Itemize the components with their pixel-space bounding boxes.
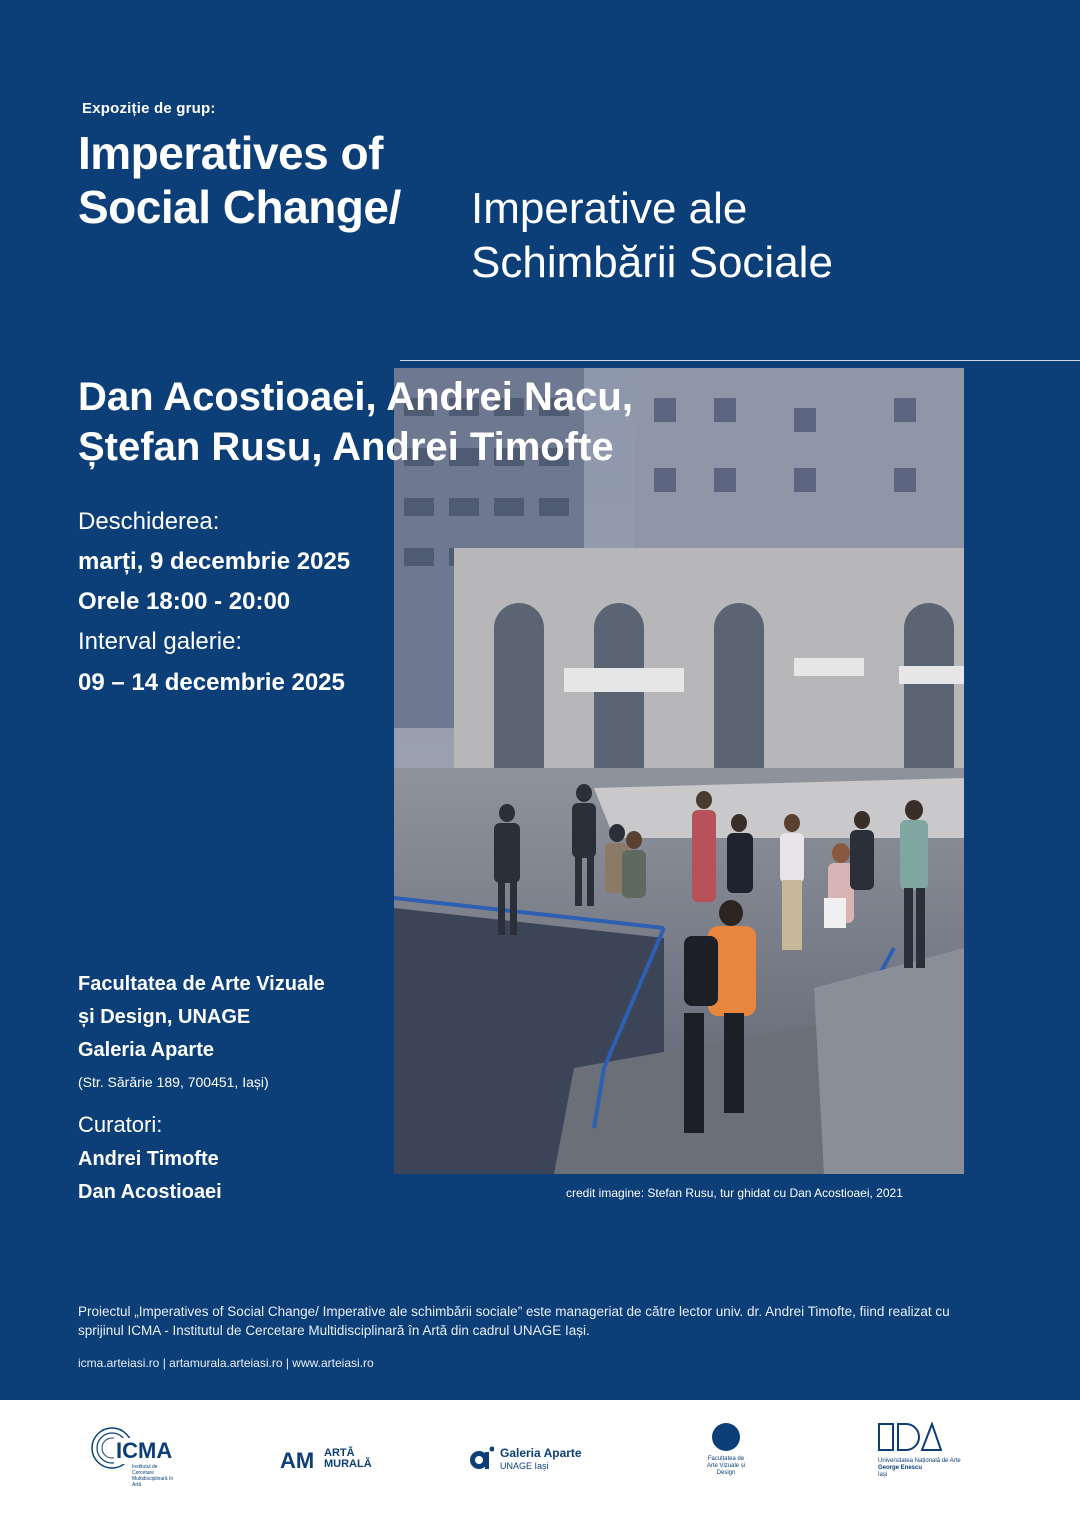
galeria-aparte-name: Galeria Aparte <box>500 1446 582 1460</box>
university-line3: Iași <box>878 1472 888 1478</box>
galeria-aparte-logo <box>468 1444 598 1474</box>
photo-illustration <box>394 368 964 1174</box>
kicker-label: Expoziție de grup: <box>82 100 216 117</box>
project-note: Proiectul „Imperatives of Social Change/ Imperative ale schimbării sociale” este manageriat de către lector univ. dr. Andrei Timofte, fiind realizat cu sprijinul ICMA - Institutul de Cercetare Multidisciplinară în Artă din cadrul UNAGE Iași. <box>78 1304 950 1338</box>
artists-line2: Ștefan Rusu, Andrei Timofte <box>78 425 614 469</box>
arta-murala-logo <box>280 1448 390 1478</box>
opening-date: marți, 9 decembrie 2025 <box>78 548 351 575</box>
arta-murala-line1: ARTĂ <box>324 1447 355 1459</box>
galeria-aparte-subtitle: UNAGE Iași <box>500 1461 549 1471</box>
title-romanian-line2: Schimbării Sociale <box>471 238 833 287</box>
opening-hours: Orele 18:00 - 20:00 <box>78 588 291 615</box>
photo-credit: credit imagine: Stefan Rusu, tur ghidat cu Dan Acostioaei, 2021 <box>566 1186 903 1200</box>
arta-murala-line2: MURALĂ <box>324 1458 372 1470</box>
title-english-line2: Social Change/ <box>78 181 401 233</box>
title-english <box>78 126 401 234</box>
curators-label: Curatori: <box>78 1112 163 1137</box>
venue-address: (Str. Sărărie 189, 700451, Iași) <box>78 1074 269 1090</box>
university-line2: George Enescu <box>878 1465 923 1471</box>
faculty-line2: Arte Vizuale și <box>706 1463 746 1469</box>
divider-line <box>400 360 1080 361</box>
venue-line2: și Design, UNAGE <box>78 1006 251 1028</box>
arta-murala-mark: AM <box>280 1448 315 1473</box>
faculty-line3: Design <box>716 1470 736 1476</box>
faculty-circle-icon <box>711 1422 741 1452</box>
university-emblem-icon <box>878 1422 942 1452</box>
curators-names <box>78 1143 222 1209</box>
faculty-logo <box>696 1422 756 1492</box>
icma-subtitle: Institutul de Cercetare Multidisciplinară în Artă <box>132 1464 174 1488</box>
title-romanian-line1: Imperative ale <box>471 184 748 233</box>
opening-label: Deschiderea: <box>78 508 220 535</box>
artists-list <box>78 372 633 472</box>
university-line1: Universitatea Națională de Arte <box>878 1458 961 1464</box>
curator-name: Dan Acostioaei <box>78 1181 222 1203</box>
venue-line3: Galeria Aparte <box>78 1039 214 1061</box>
exhibition-photo <box>394 368 964 1174</box>
icma-logo <box>88 1424 188 1486</box>
university-logo <box>878 1422 978 1492</box>
title-romanian <box>471 182 833 290</box>
gallery-interval-label: Interval galerie: <box>78 628 243 655</box>
title-english-line1: Imperatives of <box>78 127 383 179</box>
icma-name: ICMA <box>116 1438 173 1463</box>
gallery-interval-dates: 09 – 14 decembrie 2025 <box>78 669 345 696</box>
artists-line1: Dan Acostioaei, Andrei Nacu, <box>78 375 633 419</box>
galeria-aparte-icon <box>468 1446 494 1472</box>
curator-name: Andrei Timofte <box>78 1148 219 1170</box>
venue <box>78 968 325 1067</box>
logo-footer <box>0 1400 1080 1517</box>
venue-line1: Facultatea de Arte Vizuale <box>78 973 325 995</box>
faculty-line1: Facultatea de <box>707 1456 745 1462</box>
website-links[interactable]: icma.arteiasi.ro | artamurala.arteiasi.ro | www.arteiasi.ro <box>78 1356 374 1370</box>
